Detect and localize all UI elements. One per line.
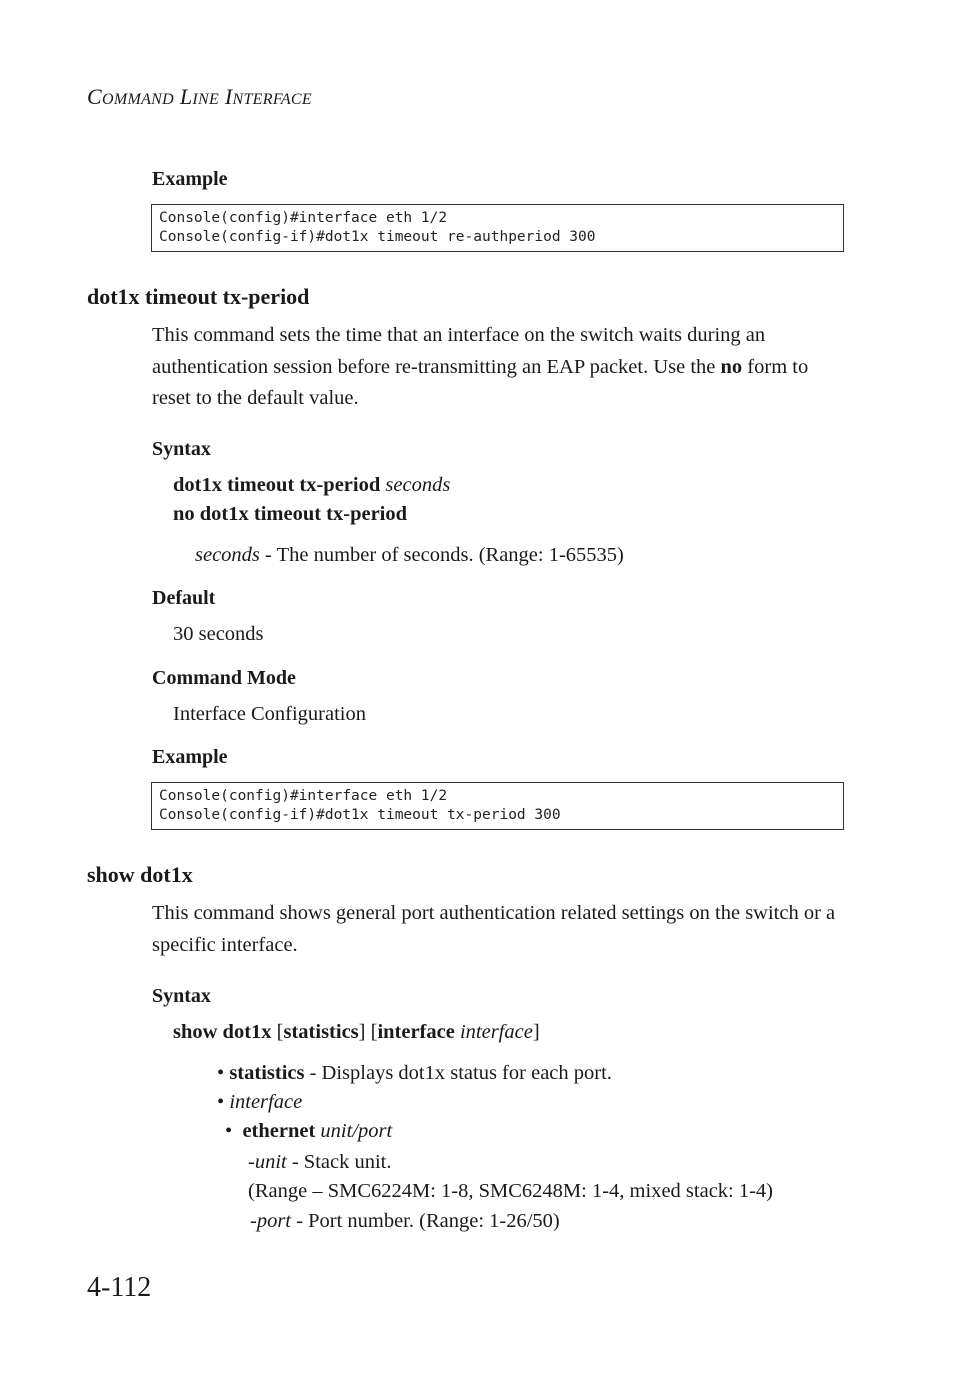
sub-parameter	[250, 1210, 560, 1233]
syntax-parameter: interface	[459, 1021, 533, 1043]
syntax-heading: Syntax	[152, 438, 211, 460]
desc-text: This command sets the time that an interface on the switch waits during an authentication session before re-transmitting an EAP packet. Use the	[152, 324, 766, 378]
parameter-description	[195, 544, 624, 567]
sub-param-text: - Port number. (Range: 1-26/50)	[291, 1210, 560, 1232]
header-smallcaps: INE	[192, 91, 220, 108]
desc-bold-keyword: no	[720, 355, 743, 378]
syntax-bracket: ] [	[358, 1021, 378, 1043]
syntax-bracket: [	[271, 1021, 284, 1043]
page-number: 4-112	[87, 1272, 152, 1303]
bullet-parameter: interface	[229, 1091, 303, 1113]
syntax-line	[173, 474, 450, 497]
code-line: Console(config)#interface eth 1/2	[159, 210, 448, 226]
syntax-heading: Syntax	[152, 985, 211, 1007]
bullet-text: - Displays dot1x status for each port.	[304, 1062, 612, 1084]
bullet-item	[217, 1062, 612, 1085]
bullet-keyword: statistics	[229, 1062, 305, 1084]
sub-param-dash: -	[248, 1151, 255, 1173]
bullet-keyword: ethernet	[242, 1120, 316, 1142]
header-smallcaps: OMMAND	[101, 91, 174, 108]
header-cap: I	[224, 84, 233, 109]
sub-parameter	[248, 1151, 392, 1174]
bullet-icon: •	[217, 1062, 225, 1084]
syntax-parameter: seconds	[385, 474, 451, 496]
parameter-name: seconds	[195, 544, 260, 566]
header-smallcaps: NTERFACE	[232, 91, 312, 108]
sub-parameter-range: (Range – SMC6224M: 1-8, SMC6248M: 1-4, mixed stack: 1-4)	[248, 1180, 774, 1202]
code-line: Console(config-if)#dot1x timeout re-authperiod 300	[159, 229, 596, 245]
command-description	[152, 320, 852, 415]
syntax-keyword: statistics	[283, 1021, 359, 1043]
default-heading: Default	[152, 587, 216, 609]
desc-text: form to reset to the default value.	[152, 355, 809, 409]
command-mode-value: Interface Configuration	[173, 703, 366, 725]
syntax-bracket: ]	[532, 1021, 540, 1043]
parameter-text: - The number of seconds. (Range: 1-65535)	[259, 544, 624, 566]
sub-param-text: - Stack unit.	[286, 1151, 392, 1173]
code-example-box	[151, 782, 844, 830]
command-description: This command shows general port authentication related settings on the switch or a specific interface.	[152, 902, 836, 956]
syntax-line-no-form: no dot1x timeout tx-period	[173, 503, 408, 525]
bullet-icon: •	[217, 1091, 225, 1113]
default-value: 30 seconds	[173, 623, 264, 645]
code-example-box	[151, 204, 844, 252]
bullet-item	[225, 1120, 392, 1143]
sub-param-dash: -	[250, 1210, 257, 1232]
running-header	[87, 84, 312, 110]
example-heading: Example	[152, 746, 228, 768]
header-cap: L	[179, 84, 193, 109]
example-heading: Example	[152, 168, 228, 190]
command-mode-heading: Command Mode	[152, 667, 296, 689]
command-heading: dot1x timeout tx-period	[87, 284, 310, 309]
bullet-parameter: unit/port	[320, 1120, 393, 1142]
syntax-keyword: interface	[377, 1021, 455, 1043]
bullet-icon: •	[225, 1120, 233, 1142]
syntax-command: dot1x timeout tx-period	[173, 474, 381, 496]
bullet-item	[217, 1091, 302, 1114]
header-cap: C	[87, 84, 102, 109]
syntax-command: show dot1x	[173, 1021, 272, 1043]
syntax-line	[173, 1021, 540, 1044]
sub-param-name: port	[256, 1210, 292, 1232]
code-line: Console(config)#interface eth 1/2	[159, 788, 448, 804]
sub-param-name: unit	[254, 1151, 287, 1173]
code-line: Console(config-if)#dot1x timeout tx-period 300	[159, 807, 561, 823]
command-heading: show dot1x	[87, 862, 193, 887]
